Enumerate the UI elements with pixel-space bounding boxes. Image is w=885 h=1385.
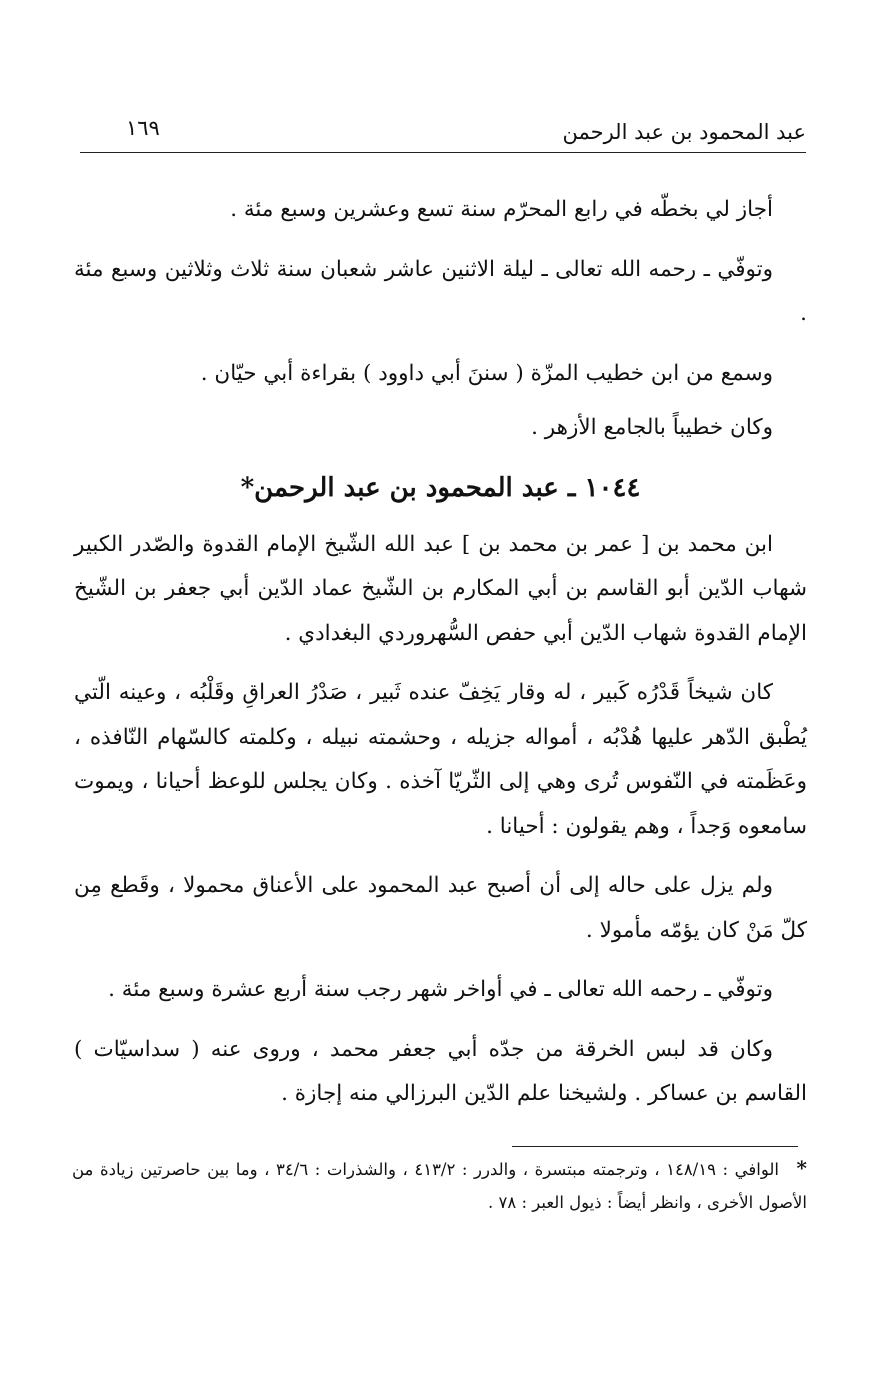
footnote-marker: *: [796, 1156, 807, 1180]
paragraph: وكان قد لبس الخرقة من جدّه أبي جعفر محمد ، وروى عنه ( سداسيّات ) القاسم بن عساكر . ولشيخنا علم الدّين البرزالي منه إجازة .: [74, 1036, 807, 1106]
running-title: عبد المحمود بن عبد الرحمن: [562, 120, 806, 144]
paragraph: وسمع من ابن خطيب المزّة ( سننَ أبي داوود ) بقراءة أبي حيّان .: [200, 360, 773, 386]
paragraph: وتوفّي ـ رحمه الله تعالى ـ في أواخر شهر رجب سنة أربع عشرة وسبع مئة .: [108, 977, 773, 1002]
main-text: [74, 188, 807, 1117]
paragraph: ولم يزل على حاله إلى أن أصبح عبد المحمود على الأعناق محمولا ، وقَطع مِن كلّ مَنْ كان يؤمّه مأمولا .: [74, 873, 807, 943]
paragraph: ابن محمد بن [ عمر بن محمد بن ] عبد الله الشّيخ الإمام القدوة والصّدر الكبير شهاب الدّين أبو القاسم بن أبي المكارم بن الشّيخ عماد الدّين أبي جعفر بن الشّيخ الإمام القدوة شهاب الدّين أبي حفص السُّهروردي البغدادي .: [74, 531, 807, 646]
footnote-text: الوافي : ١٤٨/١٩ ، وترجمته مبتسرة ، والدرر : ٤١٣/٢ ، والشذرات : ٣٤/٦ ، وما بين حاصرتين زيادة من الأصول الأخرى ، وانظر أيضاً : ذيول العبر : ٧٨ .: [72, 1160, 807, 1212]
footnote-divider: [512, 1146, 798, 1147]
paragraph: وتوفّي ـ رحمه الله تعالى ـ ليلة الاثنين عاشر شعبان سنة ثلاث وثلاثين وسبع مئة .: [74, 256, 807, 326]
paragraph: وكان خطيباً بالجامع الأزهر .: [531, 415, 773, 440]
running-header: [80, 108, 806, 153]
paragraph: كان شيخاً قَدْرُه كَبير ، له وقار يَخِفّ عنده ثَبير ، صَدْرُ العراقِ وقَلْبُه ، وعينه الّتي يُطْبق الدّهر عليها هُدْبُه ، أمواله جزيله ، وحشمته نبيله ، وكلمته كالسّهام النّافذه ، وعَظَمته في النّفوس تُرى وهي إلى الثّريّا آخذه . وكان يجلس للوعظ أحيانا ، ويموت سامعوه وَجداً ، وهم يقولون : أحيانا .: [74, 680, 807, 839]
entry-heading: ١٠٤٤ ـ عبد المحمود بن عبد الرحمن*: [240, 472, 641, 503]
footnotes: [72, 1152, 807, 1219]
page-number: ١٦٩: [126, 116, 160, 140]
paragraph: أجاز لي بخطّه في رابع المحرّم سنة تسع وعشرين وسبع مئة .: [230, 197, 773, 222]
